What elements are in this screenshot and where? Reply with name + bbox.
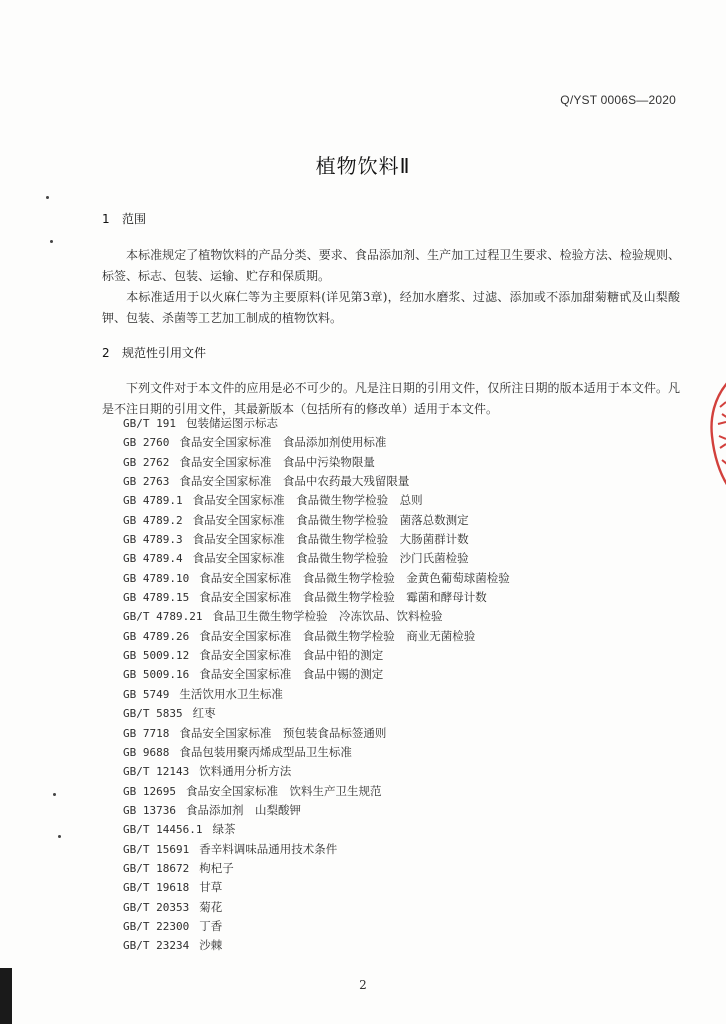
scan-speck — [53, 793, 56, 796]
reference-code: GB/T 15691 — [123, 842, 190, 856]
page-title: 植物饮料Ⅱ — [315, 154, 411, 178]
reference-code: GB 4789.3 — [123, 533, 183, 547]
reference-code: GB/T 14456.1 — [123, 823, 203, 837]
reference-item — [123, 936, 683, 955]
reference-item — [123, 917, 683, 936]
reference-item — [123, 433, 683, 452]
reference-title: 食品安全国家标准 食品微生物学检验 霉菌和酵母计数 — [199, 590, 487, 605]
reference-title: 食品安全国家标准 食品微生物学检验 商业无菌检验 — [199, 628, 476, 643]
reference-item — [123, 665, 683, 684]
reference-title: 食品安全国家标准 食品中铅的测定 — [199, 648, 384, 663]
reference-title: 丁香 — [199, 918, 223, 933]
reference-item — [123, 491, 683, 510]
reference-title: 甘草 — [199, 880, 223, 895]
reference-item — [123, 549, 683, 568]
reference-item — [123, 569, 683, 588]
reference-title: 食品安全国家标准 食品微生物学检验 金黄色葡萄球菌检验 — [199, 570, 510, 585]
section-heading-scope — [102, 210, 146, 227]
reference-title: 食品安全国家标准 食品微生物学检验 大肠菌群计数 — [192, 532, 469, 547]
reference-item — [123, 685, 683, 704]
reference-item — [123, 627, 683, 646]
scan-speck — [58, 835, 61, 838]
section-title: 范围 — [122, 212, 147, 226]
reference-item — [123, 898, 683, 917]
paragraph-scope-2: 本标准适用于以火麻仁等为主要原料(详见第3章)，经加水磨浆、过滤、添加或不添加甜菊糖甙及山梨酸钾、包装、杀菌等工艺加工制成的植物饮料。 — [102, 290, 680, 325]
reference-title: 食品安全国家标准 食品中农药最大残留限量 — [179, 474, 410, 489]
seal-stamp-fragment — [706, 378, 726, 488]
reference-title: 饮料通用分析方法 — [199, 764, 292, 779]
scan-speck — [46, 196, 49, 199]
reference-code: GB 4789.2 — [123, 513, 183, 527]
reference-title: 食品包装用聚丙烯成型品卫生标准 — [179, 744, 352, 759]
reference-code: GB 2760 — [123, 436, 170, 450]
reference-code: GB/T 12143 — [123, 765, 190, 779]
reference-item — [123, 820, 683, 839]
reference-code: GB/T 5835 — [123, 707, 183, 721]
reference-item — [123, 762, 683, 781]
reference-title: 枸杞子 — [199, 860, 234, 875]
reference-code: GB 12695 — [123, 784, 176, 798]
reference-item — [123, 453, 683, 472]
reference-code: GB 7718 — [123, 726, 170, 740]
reference-code: GB 4789.15 — [123, 591, 190, 605]
scan-edge-shadow — [0, 968, 12, 1024]
reference-code: GB/T 19618 — [123, 881, 190, 895]
reference-title: 生活饮用水卫生标准 — [179, 686, 283, 701]
reference-title: 食品安全国家标准 食品中锡的测定 — [199, 667, 384, 682]
reference-code: GB 4789.4 — [123, 552, 183, 566]
paragraph-scope-1: 本标准规定了植物饮料的产品分类、要求、食品添加剂、生产加工过程卫生要求、检验方法、检验规则、标签、标志、包装、运输、贮存和保质期。 — [102, 248, 680, 283]
reference-item — [123, 782, 683, 801]
reference-title: 食品安全国家标准 食品添加剂使用标准 — [179, 435, 387, 450]
reference-title: 食品安全国家标准 食品微生物学检验 沙门氏菌检验 — [192, 551, 469, 566]
reference-item — [123, 878, 683, 897]
reference-code: GB/T 18672 — [123, 861, 190, 875]
reference-code: GB/T 23234 — [123, 939, 190, 953]
reference-code: GB 5749 — [123, 687, 170, 701]
section-title: 规范性引用文件 — [122, 346, 207, 360]
scan-speck — [50, 240, 53, 243]
reference-list — [123, 414, 683, 956]
reference-code: GB/T 4789.21 — [123, 610, 203, 624]
reference-title: 食品安全国家标准 食品中污染物限量 — [179, 454, 375, 469]
reference-title: 食品添加剂 山梨酸钾 — [185, 802, 301, 817]
reference-code: GB 4789.26 — [123, 629, 190, 643]
reference-title: 沙棘 — [199, 938, 223, 953]
reference-code: GB 5009.12 — [123, 649, 190, 663]
reference-title: 红枣 — [192, 706, 216, 721]
section-heading-normative-references — [102, 344, 206, 361]
reference-code: GB 2763 — [123, 475, 170, 489]
reference-item — [123, 530, 683, 549]
reference-item — [123, 840, 683, 859]
reference-code: GB/T 191 — [123, 417, 176, 430]
reference-title: 食品安全国家标准 食品微生物学检验 菌落总数测定 — [192, 512, 469, 527]
reference-title: 食品安全国家标准 预包装食品标签通则 — [179, 725, 387, 740]
reference-title: 香辛料调味品通用技术条件 — [199, 841, 338, 856]
reference-item — [123, 859, 683, 878]
reference-item — [123, 724, 683, 743]
paragraph-references-intro: 下列文件对于本文件的应用是必不可少的。凡是注日期的引用文件，仅所注日期的版本适用于本文件。凡是不注日期的引用文件，其最新版本（包括所有的修改单）适用于本文件。 — [102, 381, 680, 416]
reference-code: GB 5009.16 — [123, 668, 190, 682]
section-number: 2 — [102, 346, 110, 360]
reference-title: 绿茶 — [212, 822, 236, 837]
reference-code: GB 9688 — [123, 745, 170, 759]
reference-code: GB/T 22300 — [123, 919, 190, 933]
reference-code: GB 4789.1 — [123, 494, 183, 508]
reference-title: 菊花 — [199, 899, 223, 914]
reference-title: 包装储运图示标志 — [185, 416, 278, 430]
reference-code: GB 4789.10 — [123, 571, 190, 585]
reference-title: 食品安全国家标准 食品微生物学检验 总则 — [192, 493, 423, 508]
reference-code: GB 2762 — [123, 455, 170, 469]
reference-item — [123, 607, 683, 626]
reference-item — [123, 588, 683, 607]
reference-item — [123, 646, 683, 665]
page-number: 2 — [359, 978, 367, 992]
reference-code: GB 13736 — [123, 803, 176, 817]
document-code: Q/YST 0006S—2020 — [560, 93, 676, 107]
reference-item — [123, 704, 683, 723]
reference-title: 食品安全国家标准 饮料生产卫生规范 — [185, 783, 382, 798]
reference-item — [123, 472, 683, 491]
reference-item — [123, 743, 683, 762]
section-number: 1 — [102, 212, 110, 226]
reference-item — [123, 414, 683, 433]
reference-title: 食品卫生微生物学检验 冷冻饮品、饮料检验 — [212, 609, 443, 624]
reference-item — [123, 511, 683, 530]
reference-code: GB/T 20353 — [123, 900, 190, 914]
reference-item — [123, 801, 683, 820]
